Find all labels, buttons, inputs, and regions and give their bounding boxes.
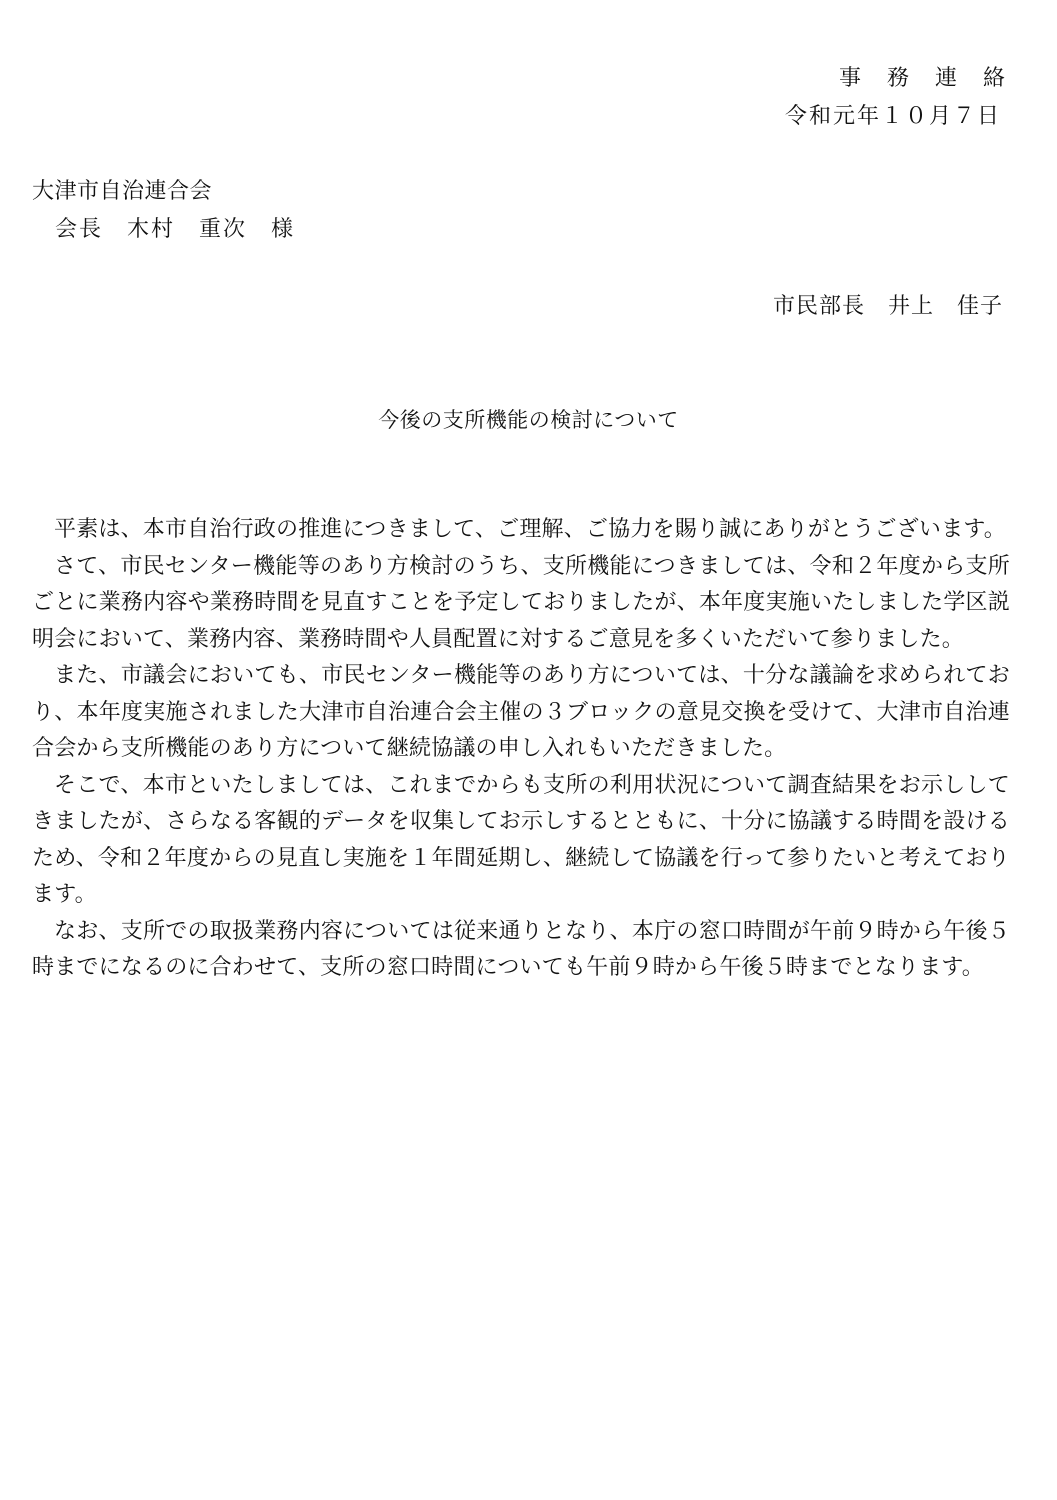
addressee-person: 会長 木村 重次 様 [55, 217, 296, 242]
addressee-organization: 大津市自治連合会 [32, 179, 213, 204]
sender-name: 市民部長 井上 佳子 [772, 294, 1003, 319]
body-paragraph: なお、支所での取扱業務内容については従来通りとなり、本庁の窓口時間が午前９時から午後５時までになるのに合わせて、支所の窓口時間についても午前９時から午後５時までとなります。 [32, 918, 1010, 980]
body-paragraph: そこで、本市といたしましては、これまでからも支所の利用状況について調査結果をお示ししてきましたが、さらなる客観的データを収集してお示しするとともに、十分に協議する時間を設けるため、令和２年度からの見直し実施を１年間延期し、継続して協議を行って参りたいと考えております。 [32, 772, 1010, 907]
body-paragraph: さて、市民センター機能等のあり方検討のうち、支所機能につきましては、令和２年度から支所ごとに業務内容や業務時間を見直すことを予定しておりましたが、本年度実施いたしました学区説明会において、業務内容、業務時間や人員配置に対するご意見を多くいただいて参りました。 [32, 553, 1010, 652]
document-date: 令和元年１０月７日 [784, 104, 1001, 129]
document-type-label: 事務連絡 [838, 66, 1031, 91]
body-paragraph: 平素は、本市自治行政の推進につきまして、ご理解、ご協力を賜り誠にありがとうございます。 [54, 517, 1006, 542]
document-subject: 今後の支所機能の検討について [378, 408, 679, 432]
letter-body [32, 512, 1010, 987]
body-paragraph: また、市議会においても、市民センター機能等のあり方については、十分な議論を求められており、本年度実施されました大津市自治連合会主催の３ブロックの意見交換を受けて、大津市自治連合会から支所機能のあり方について継続協議の申し入れもいただきました。 [32, 663, 1010, 761]
